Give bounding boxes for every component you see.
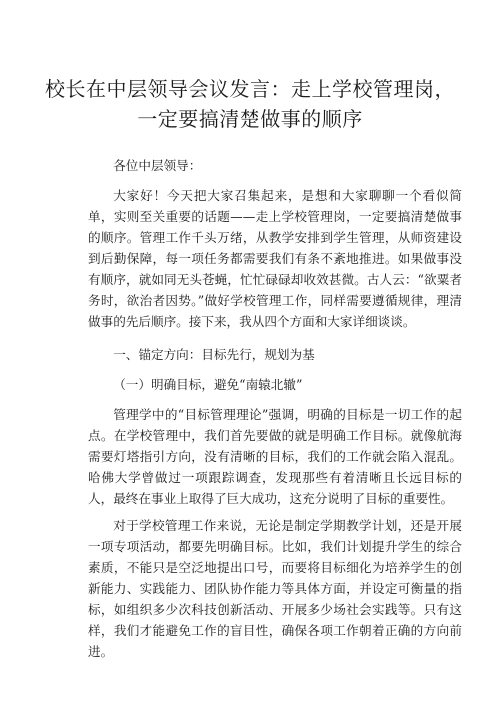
document-title: 校长在中层领导会议发言：走上学校管理岗，一定要搞清楚做事的顺序 [45,77,455,131]
body-paragraph-2: 对于学校管理工作来说，无论是制定学期教学计划，还是开展一项专项活动，都要先明确目标。比如，我们计划提升学生的综合素质，不能只是空泛地提出口号，而要将目标细化为培养学生的创新能力、实践能力、团队协作能力等具体方面，并设定可衡量的指标，如组织多少次科技创新活动、开展多少场社会实践等。只有这样，我们才能避免工作的盲目性，确保各项工作朝着正确的方向前进。 [88,518,462,659]
intro-paragraph: 大家好！今天把大家召集起来，是想和大家聊聊一个看似简单，实则至关重要的话题——走上学校管理岗，一定要搞清楚做事的顺序。管理工作千头万绪，从教学安排到学生管理，从师资建设到后勤保障，每一项任务都需要我们有条不紊地推进。如果做事没有顺序，就如同无头苍蝇，忙忙碌碌却收效甚微。古人云：“欲粟者务时，欲治者因势。”做好学校管理工作，同样需要遵循规律，理清做事的先后顺序。接下来，我从四个方面和大家详细谈谈。 [88,188,462,329]
subsection-heading-1-1: （一）明确目标，避免“南辕北辙” [113,377,303,392]
document-body [88,155,462,665]
salutation: 各位中层领导： [113,158,202,173]
section-heading-1: 一、锚定方向：目标先行，规划为基 [113,347,315,362]
body-paragraph-1: 管理学中的“目标管理理论”强调，明确的目标是一切工作的起点。在学校管理中，我们首先要做的就是明确工作目标。就像航海需要灯塔指引方向，没有清晰的目标，我们的工作就会陷入混乱。哈佛大学曾做过一项跟踪调查，发现那些有着清晰且长远目标的人，最终在事业上取得了巨大成功，这充分说明了目标的重要性。 [88,407,462,506]
